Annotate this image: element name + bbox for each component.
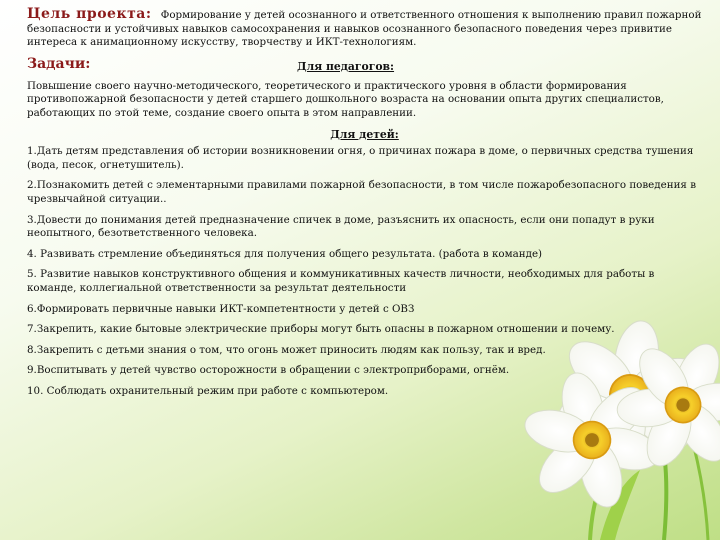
children-task-list (27, 145, 702, 398)
list-item: 4. Развивать стремление объединяться для получения общего результата. (работа в команде) (27, 247, 543, 260)
tasks-header (27, 56, 702, 78)
tasks-label: Задачи: (27, 55, 91, 72)
goal-text: Формирование у детей осознанного и ответственного отношения к выполнению правил пожарной безопасности и устойчивых навыков самосохранения и навыков осознанного безопасного поведения через привитие интереса к анимационному искусству, творчеству и ИКТ-технологиям. (27, 9, 702, 49)
list-item: 6.Формировать первичные навыки ИКТ-компетентности у детей с ОВЗ (27, 302, 415, 315)
list-item: 7.Закрепить, какие бытовые электрические приборы могут быть опасны в пожарном отношении и почему. (27, 323, 615, 336)
list-item: 1.Дать детям представления об истории возникновении огня, о причинах пожара в доме, о первичных средства тушения (вода, песок, огнетушитель). (27, 145, 694, 171)
content (27, 8, 702, 405)
pedagogues-heading: Для педагогов: (297, 59, 395, 73)
list-item: 9.Воспитывать у детей чувство осторожности в обращении с электроприборами, огнём. (27, 364, 510, 377)
list-item: 3.Довести до понимания детей предназначение спичек в доме, разъяснить их опасность, если они попадут в руки неопытного, безответственного человека. (27, 213, 655, 240)
children-heading: Для детей: (330, 127, 399, 141)
list-item: 2.Познакомить детей с элементарными правилами пожарной безопасности, в том числе пожаробезопасного поведения в чрезвычайной ситуации.. (27, 179, 696, 205)
pedagogues-text: Повышение своего научно-методического, теоретического и практического уровня в области формирования противопожарной безопасности у детей старшего дошкольного возраста на основании опыта других специалистов, работающих по этой теме, создание своего опыта в этом направлении. (27, 79, 664, 119)
page-title: Цель проекта: (27, 6, 152, 22)
list-item: 10. Соблюдать охранительный режим при работе с компьютером. (27, 384, 389, 397)
project-goal (27, 8, 702, 50)
list-item: 8.Закрепить с детьми знания о том, что огонь может приносить людям как пользу, так и вред. (27, 343, 546, 356)
list-item: 5. Развитие навыков конструктивного общения и коммуникативных качеств личности, необходимых для работы в команде, коллегиальной ответственности за результат деятельности (27, 268, 655, 294)
